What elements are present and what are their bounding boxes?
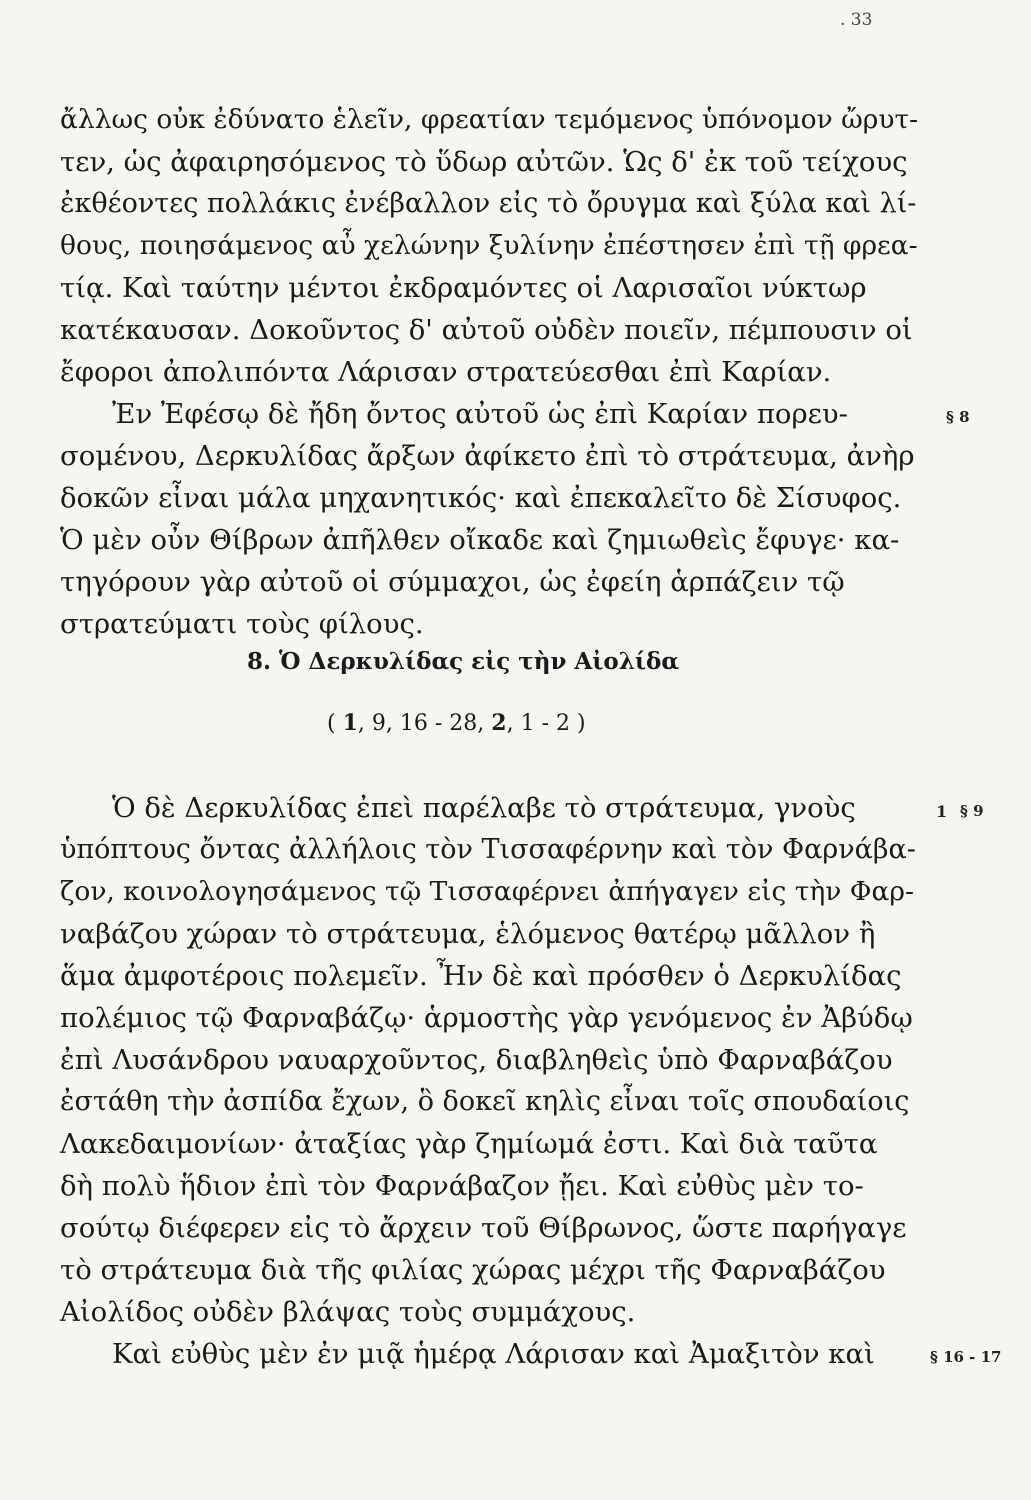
- margin-paragraph-9: § 9: [960, 802, 984, 820]
- ref-close-paren: ): [577, 711, 586, 736]
- text-line: Ὁ δὲ Δερκυλίδας ἐπεὶ παρέλαβε τὸ στράτευμα, γνοὺς: [112, 792, 856, 824]
- text-line: σούτῳ διέφερεν εἰς τὸ ἄρχειν τοῦ Θίβρωνος, ὥστε παρήγαγε: [60, 1212, 907, 1244]
- text-line: Αἰολίδος οὐδὲν βλάψας τοὺς συμμάχους.: [60, 1296, 636, 1328]
- ref-range-1: , 9, 16 - 28,: [357, 711, 492, 736]
- ref-range-2: , 1 - 2: [506, 711, 570, 736]
- margin-paragraph-8: § 8: [946, 408, 970, 426]
- text-line: στρατεύματι τοὺς φίλους.: [60, 608, 424, 640]
- ref-book-1: 1: [342, 710, 358, 736]
- page-number: . 33: [840, 10, 873, 30]
- text-line: ζον, κοινολογησάμενος τῷ Τισσαφέρνει ἀπήγαγεν εἰς τὴν Φαρ-: [60, 876, 914, 907]
- section-reference: [327, 710, 586, 736]
- text-line: ἄλλως οὐκ ἐδύνατο ἑλεῖν, φρεατίαν τεμόμενος ὑπόνομον ὤρυτ-: [60, 104, 919, 135]
- text-line: ἔφοροι ἀπολιπόντα Λάρισαν στρατεύεσθαι ἐπὶ Καρίαν.: [60, 356, 832, 388]
- text-line: τεν, ὡς ἀφαιρησόμενος τὸ ὕδωρ αὐτῶν. Ὡς δ' ἐκ τοῦ τείχους: [60, 146, 908, 178]
- text-line: κατέκαυσαν. Δοκοῦντος δ' αὐτοῦ οὐδὲν ποιεῖν, πέμπουσιν οἱ: [60, 314, 913, 346]
- text-line: ἐστάθη τὴν ἀσπίδα ἔχων, ὃ δοκεῖ κηλὶς εἶναι τοῖς σπουδαίοις: [60, 1086, 910, 1117]
- text-line: ἅμα ἀμφοτέροις πολεμεῖν. Ἦν δὲ καὶ πρόσθεν ὁ Δερκυλίδας: [60, 960, 902, 992]
- text-line: Καὶ εὐθὺς μὲν ἐν μιᾷ ἡμέρᾳ Λάρισαν καὶ Ἀμαξιτὸν καὶ: [112, 1338, 875, 1370]
- text-line: σομένου, Δερκυλίδας ἄρξων ἀφίκετο ἐπὶ τὸ στράτευμα, ἀνὴρ: [60, 440, 915, 472]
- text-line: τηγόρουν γὰρ αὐτοῦ οἱ σύμμαχοι, ὡς ἐφείη ἁρπάζειν τῷ: [60, 566, 845, 598]
- text-line: Ὁ μὲν οὖν Θίβρων ἀπῆλθεν οἴκαδε καὶ ζημιωθεὶς ἔφυγε· κα-: [60, 524, 900, 556]
- text-line: ναβάζου χώραν τὸ στράτευμα, ἑλόμενος θατέρῳ μᾶλλον ἢ: [60, 918, 876, 950]
- text-line: δοκῶν εἶναι μάλα μηχανητικός· καὶ ἐπεκαλεῖτο δὲ Σίσυφος.: [60, 482, 902, 514]
- text-line: θους, ποιησάμενος αὖ χελώνην ξυλίνην ἐπέστησεν ἐπὶ τῇ φρεα-: [60, 230, 918, 261]
- ref-open-paren: (: [327, 711, 336, 736]
- text-line: τίᾳ. Καὶ ταύτην μέντοι ἐκδραμόντες οἱ Λαρισαῖοι νύκτωρ: [60, 272, 867, 304]
- margin-paragraph-16-17: § 16 - 17: [930, 1348, 1002, 1366]
- text-line: ἐπὶ Λυσάνδρου ναυαρχοῦντος, διαβληθεὶς ὑπὸ Φαρναβάζου: [60, 1044, 893, 1076]
- margin-book-number: 1: [936, 802, 948, 821]
- text-line: Ἐν Ἐφέσῳ δὲ ἤδη ὄντος αὐτοῦ ὡς ἐπὶ Καρίαν πορευ-: [112, 398, 848, 430]
- text-line: τὸ στράτευμα διὰ τῆς φιλίας χώρας μέχρι τῆς Φαρναβάζου: [60, 1254, 886, 1286]
- text-line: ἐκθέοντες πολλάκις ἐνέβαλλον εἰς τὸ ὄρυγμα καὶ ξύλα καὶ λί-: [60, 188, 917, 219]
- text-line: Λακεδαιμονίων· ἀταξίας γὰρ ζημίωμά ἐστι. Καὶ διὰ ταῦτα: [60, 1128, 878, 1160]
- text-line: δὴ πολὺ ἥδιον ἐπὶ τὸν Φαρνάβαζον ᾔει. Καὶ εὐθὺς μὲν το-: [60, 1170, 864, 1202]
- section-heading: 8. Ὁ Δερκυλίδας εἰς τὴν Αἰολίδα: [247, 648, 680, 675]
- text-line: ὑπόπτους ὄντας ἀλλήλοις τὸν Τισσαφέρνην καὶ τὸν Φαρνάβα-: [60, 834, 916, 865]
- text-line: πολέμιος τῷ Φαρναβάζῳ· ἁρμοστὴς γὰρ γενόμενος ἐν Ἀβύδῳ: [60, 1002, 913, 1034]
- ref-book-2: 2: [491, 710, 507, 736]
